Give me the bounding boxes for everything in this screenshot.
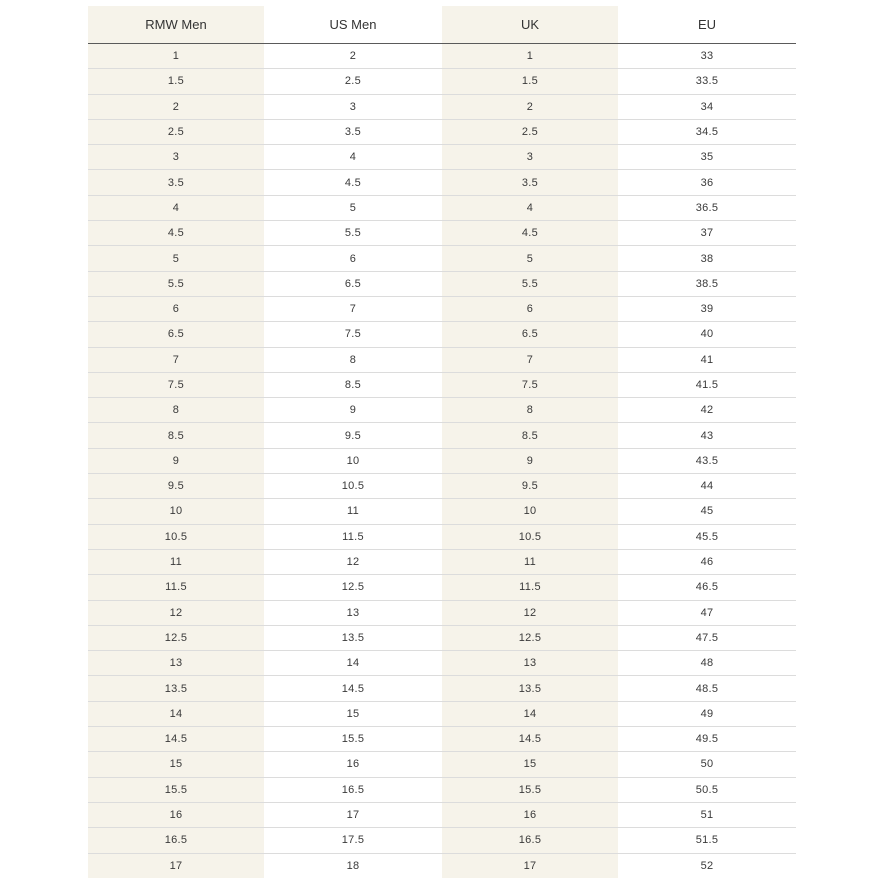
table-row <box>88 853 796 878</box>
cell-rmw-men: 12 <box>88 600 264 625</box>
table-row <box>88 474 796 499</box>
cell-rmw-men: 4.5 <box>88 221 264 246</box>
cell-rmw-men: 13 <box>88 651 264 676</box>
table-row <box>88 271 796 296</box>
cell-us-men: 13.5 <box>264 625 442 650</box>
cell-uk: 10 <box>442 499 618 524</box>
cell-us-men: 9.5 <box>264 423 442 448</box>
cell-eu: 36 <box>618 170 796 195</box>
table-header-row <box>88 6 796 44</box>
cell-uk: 2 <box>442 94 618 119</box>
cell-uk: 12.5 <box>442 625 618 650</box>
cell-rmw-men: 13.5 <box>88 676 264 701</box>
cell-uk: 5 <box>442 246 618 271</box>
cell-us-men: 12.5 <box>264 575 442 600</box>
cell-uk: 5.5 <box>442 271 618 296</box>
table-row <box>88 828 796 853</box>
table-row <box>88 575 796 600</box>
cell-rmw-men: 14.5 <box>88 727 264 752</box>
cell-us-men: 6 <box>264 246 442 271</box>
cell-uk: 7.5 <box>442 372 618 397</box>
cell-eu: 51.5 <box>618 828 796 853</box>
table-row <box>88 499 796 524</box>
cell-us-men: 3 <box>264 94 442 119</box>
cell-rmw-men: 6.5 <box>88 322 264 347</box>
cell-us-men: 15 <box>264 701 442 726</box>
cell-eu: 50 <box>618 752 796 777</box>
cell-rmw-men: 16 <box>88 802 264 827</box>
cell-eu: 41 <box>618 347 796 372</box>
cell-uk: 7 <box>442 347 618 372</box>
cell-rmw-men: 9.5 <box>88 474 264 499</box>
cell-us-men: 4 <box>264 145 442 170</box>
cell-uk: 1.5 <box>442 69 618 94</box>
cell-us-men: 14.5 <box>264 676 442 701</box>
cell-rmw-men: 3.5 <box>88 170 264 195</box>
cell-eu: 33 <box>618 44 796 69</box>
table-row <box>88 94 796 119</box>
cell-uk: 15.5 <box>442 777 618 802</box>
cell-uk: 4.5 <box>442 221 618 246</box>
cell-rmw-men: 6 <box>88 296 264 321</box>
table-row <box>88 701 796 726</box>
cell-us-men: 8 <box>264 347 442 372</box>
table-row <box>88 549 796 574</box>
cell-rmw-men: 2 <box>88 94 264 119</box>
cell-eu: 35 <box>618 145 796 170</box>
table-row <box>88 448 796 473</box>
cell-rmw-men: 11 <box>88 549 264 574</box>
header-us-men: US Men <box>264 6 442 44</box>
cell-eu: 46.5 <box>618 575 796 600</box>
cell-rmw-men: 5 <box>88 246 264 271</box>
cell-eu: 48 <box>618 651 796 676</box>
cell-rmw-men: 8 <box>88 398 264 423</box>
cell-eu: 43 <box>618 423 796 448</box>
cell-uk: 3.5 <box>442 170 618 195</box>
cell-us-men: 7 <box>264 296 442 321</box>
table-row <box>88 727 796 752</box>
cell-us-men: 5.5 <box>264 221 442 246</box>
cell-eu: 47 <box>618 600 796 625</box>
table-row <box>88 145 796 170</box>
cell-eu: 47.5 <box>618 625 796 650</box>
cell-us-men: 2.5 <box>264 69 442 94</box>
cell-rmw-men: 16.5 <box>88 828 264 853</box>
table-row <box>88 777 796 802</box>
cell-rmw-men: 11.5 <box>88 575 264 600</box>
cell-eu: 49 <box>618 701 796 726</box>
cell-uk: 10.5 <box>442 524 618 549</box>
cell-rmw-men: 15 <box>88 752 264 777</box>
cell-us-men: 16 <box>264 752 442 777</box>
cell-us-men: 17.5 <box>264 828 442 853</box>
cell-eu: 36.5 <box>618 195 796 220</box>
table-row <box>88 752 796 777</box>
table-row <box>88 802 796 827</box>
cell-us-men: 3.5 <box>264 119 442 144</box>
cell-uk: 2.5 <box>442 119 618 144</box>
cell-rmw-men: 5.5 <box>88 271 264 296</box>
header-eu: EU <box>618 6 796 44</box>
cell-uk: 13.5 <box>442 676 618 701</box>
cell-uk: 9.5 <box>442 474 618 499</box>
table-row <box>88 372 796 397</box>
cell-us-men: 18 <box>346 859 360 872</box>
cell-us-men: 11.5 <box>264 524 442 549</box>
cell-uk: 16 <box>442 802 618 827</box>
table-row <box>88 322 796 347</box>
cell-eu: 34.5 <box>618 119 796 144</box>
cell-uk: 17 <box>523 859 537 872</box>
cell-rmw-men: 14 <box>88 701 264 726</box>
cell-uk: 12 <box>442 600 618 625</box>
cell-eu: 39 <box>618 296 796 321</box>
cell-eu: 50.5 <box>618 777 796 802</box>
cell-eu: 43.5 <box>618 448 796 473</box>
cell-uk: 6 <box>442 296 618 321</box>
cell-rmw-men: 7.5 <box>88 372 264 397</box>
table-row <box>88 119 796 144</box>
cell-us-men: 15.5 <box>264 727 442 752</box>
cell-us-men: 16.5 <box>264 777 442 802</box>
cell-us-men: 7.5 <box>264 322 442 347</box>
cell-uk: 15 <box>442 752 618 777</box>
cell-us-men: 10 <box>264 448 442 473</box>
table-row <box>88 69 796 94</box>
cell-us-men: 10.5 <box>264 474 442 499</box>
cell-uk: 9 <box>442 448 618 473</box>
cell-uk: 11.5 <box>442 575 618 600</box>
size-conversion-table <box>88 6 796 878</box>
cell-uk: 16.5 <box>442 828 618 853</box>
cell-rmw-men: 15.5 <box>88 777 264 802</box>
table-row <box>88 195 796 220</box>
header-rmw-men: RMW Men <box>88 6 264 44</box>
cell-uk: 3 <box>442 145 618 170</box>
cell-eu: 45.5 <box>618 524 796 549</box>
table-row <box>88 347 796 372</box>
cell-us-men: 5 <box>264 195 442 220</box>
cell-rmw-men: 10.5 <box>88 524 264 549</box>
cell-eu: 34 <box>618 94 796 119</box>
cell-eu: 40 <box>618 322 796 347</box>
cell-eu: 44 <box>618 474 796 499</box>
cell-rmw-men: 9 <box>88 448 264 473</box>
cell-eu: 51 <box>618 802 796 827</box>
cell-us-men: 6.5 <box>264 271 442 296</box>
cell-us-men: 17 <box>264 802 442 827</box>
cell-us-men: 2 <box>264 44 442 69</box>
cell-uk: 8 <box>442 398 618 423</box>
table-row <box>88 246 796 271</box>
cell-us-men: 13 <box>264 600 442 625</box>
cell-rmw-men: 12.5 <box>88 625 264 650</box>
cell-us-men: 11 <box>264 499 442 524</box>
table-body <box>88 44 796 878</box>
table-row <box>88 524 796 549</box>
cell-eu: 42 <box>618 398 796 423</box>
cell-eu: 33.5 <box>618 69 796 94</box>
table-row <box>88 423 796 448</box>
cell-uk: 14 <box>442 701 618 726</box>
cell-uk: 8.5 <box>442 423 618 448</box>
table-row <box>88 221 796 246</box>
cell-eu: 38 <box>618 246 796 271</box>
cell-uk: 4 <box>442 195 618 220</box>
cell-rmw-men: 7 <box>88 347 264 372</box>
cell-eu: 48.5 <box>618 676 796 701</box>
cell-eu: 41.5 <box>618 372 796 397</box>
cell-us-men: 8.5 <box>264 372 442 397</box>
cell-eu: 49.5 <box>618 727 796 752</box>
cell-us-men: 4.5 <box>264 170 442 195</box>
cell-rmw-men: 3 <box>88 145 264 170</box>
cell-uk: 1 <box>442 44 618 69</box>
table-row <box>88 170 796 195</box>
table-row <box>88 398 796 423</box>
cell-eu: 45 <box>618 499 796 524</box>
table-row <box>88 296 796 321</box>
cell-eu: 37 <box>618 221 796 246</box>
cell-rmw-men: 1.5 <box>88 69 264 94</box>
cell-us-men: 14 <box>264 651 442 676</box>
header-uk: UK <box>442 6 618 44</box>
cell-rmw-men: 4 <box>88 195 264 220</box>
cell-rmw-men: 10 <box>88 499 264 524</box>
cell-us-men: 12 <box>264 549 442 574</box>
cell-rmw-men: 2.5 <box>88 119 264 144</box>
cell-uk: 11 <box>442 549 618 574</box>
cell-us-men: 9 <box>264 398 442 423</box>
cell-uk: 6.5 <box>442 322 618 347</box>
cell-uk: 13 <box>442 651 618 676</box>
cell-eu: 52 <box>700 859 714 872</box>
cell-rmw-men: 1 <box>88 44 264 69</box>
cell-rmw-men: 17 <box>169 859 183 872</box>
cell-rmw-men: 8.5 <box>88 423 264 448</box>
table-row <box>88 651 796 676</box>
cell-eu: 46 <box>618 549 796 574</box>
table-row <box>88 44 796 69</box>
table-row <box>88 625 796 650</box>
cell-eu: 38.5 <box>618 271 796 296</box>
cell-uk: 14.5 <box>442 727 618 752</box>
table-row <box>88 676 796 701</box>
table-row <box>88 600 796 625</box>
